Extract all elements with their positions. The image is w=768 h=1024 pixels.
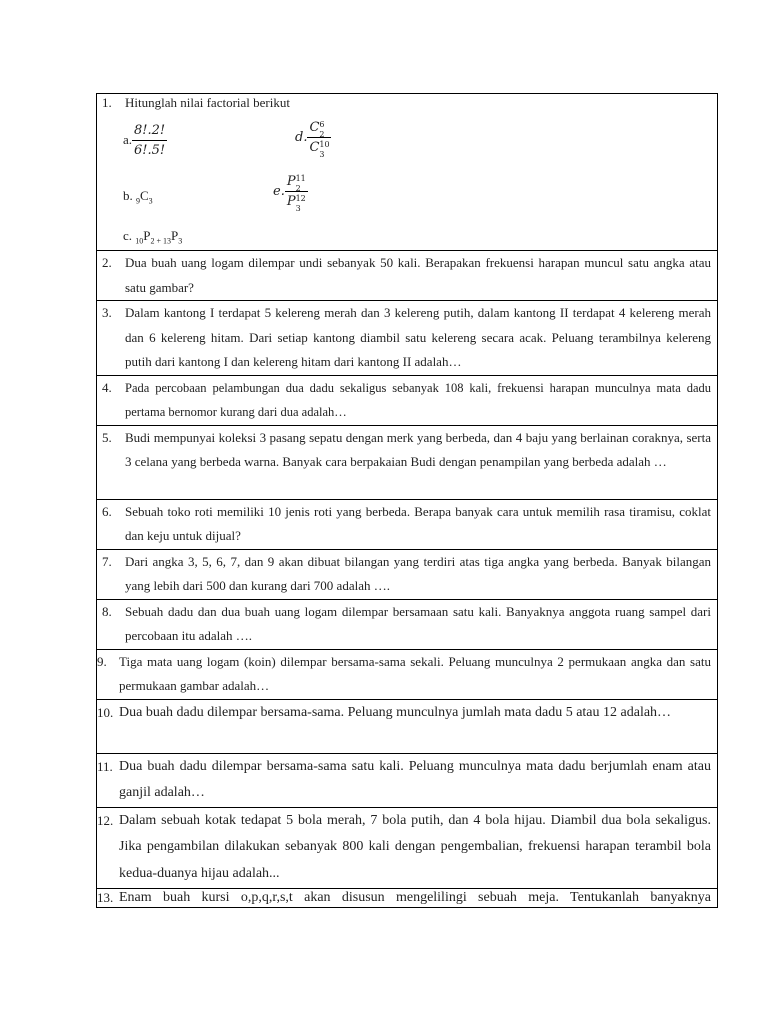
table-row	[97, 649, 718, 699]
subscript: 3	[319, 150, 325, 159]
item-a	[123, 122, 167, 160]
question-text: Sebuah dadu dan dua buah uang logam dilempar bersamaan satu kali. Banyaknya anggota ruang sampel dari percobaan itu adalah ….	[125, 603, 711, 643]
question-number: 9.	[97, 653, 107, 669]
question-number: 11.	[97, 758, 113, 774]
subscript: 3	[148, 196, 153, 206]
fraction	[307, 119, 331, 157]
table-row	[97, 807, 718, 888]
question-text: Dua buah dadu dilempar bersama-sama. Peluang munculnya jumlah mata dadu 5 atau 12 adalah…	[119, 704, 672, 720]
table-row	[97, 425, 718, 499]
question-text: Tiga mata uang logam (koin) dilempar bersama-sama sekali. Peluang munculnya 2 permukaan angka dan satu permukaan gambar adalah…	[119, 653, 711, 693]
symbol: P	[171, 228, 179, 243]
question-number: 12.	[97, 812, 114, 828]
question-text: Enam buah kursi o,p,q,r,s,t akan disusun mengelilingi sebuah meja. Tentukanlah banyaknya	[119, 889, 711, 905]
question-number: 8.	[102, 603, 112, 619]
table-row	[97, 599, 718, 649]
question-number: 13.	[97, 889, 114, 905]
denominator	[285, 192, 308, 211]
superscript: 11	[295, 174, 306, 183]
subscript: 13	[163, 236, 172, 246]
question-text: Dari angka 3, 5, 6, 7, dan 9 akan dibuat bilangan yang terdiri atas tiga angka yang berbeda. Banyak bilangan yang lebih dari 500 dan kurang dari 700 adalah ….	[125, 553, 711, 593]
question-text: Pada percobaan pelambungan dua dadu sekaligus sebanyak 108 kali, frekuensi harapan munculnya mata dadu pertama bernomor kurang dari dua adalah…	[125, 380, 711, 419]
symbol: P	[143, 228, 151, 243]
symbol: C	[309, 140, 320, 155]
item-label: b.	[123, 188, 133, 203]
subscript: 2	[295, 184, 301, 193]
question-text: Dalam sebuah kotak tedapat 5 bola merah, 7 bola putih, dan 4 bola hijau. Diambil dua bola sekaligus. Jika pengambilan dilakukan sebanyak 800 kali dengan pengembalian, frekuensi harapan terambil bola kedua-duanya hijau adalah...	[119, 812, 711, 881]
item-label: d.	[295, 129, 308, 145]
symbol: C	[309, 120, 320, 135]
table-row	[97, 251, 718, 301]
question-number: 4.	[102, 379, 112, 395]
table-row	[97, 549, 718, 599]
superscript: 6	[319, 120, 325, 129]
question-text: Dua buah dadu dilempar bersama-sama satu kali. Peluang munculnya mata dadu berjumlah enam atau ganjil adalah…	[119, 758, 711, 800]
fraction	[285, 173, 308, 211]
question-number: 3.	[102, 305, 112, 320]
table-row	[97, 753, 718, 807]
question-number: 2.	[102, 255, 112, 270]
numerator: 8!.2!	[132, 122, 167, 141]
question-number: 5.	[102, 429, 112, 445]
table-row	[97, 499, 718, 549]
subscript: 10	[135, 236, 144, 246]
superscript: 10	[319, 140, 330, 149]
operator: +	[154, 236, 164, 246]
question-text: Sebuah toko roti memiliki 10 jenis roti yang berbeda. Berapa banyak cara untuk memilih rasa tiramisu, coklat dan keju untuk dijual?	[125, 503, 711, 543]
subscript: 9	[136, 196, 140, 206]
question-number: 10.	[97, 704, 114, 720]
item-label: e.	[273, 183, 285, 199]
subscript: 3	[178, 236, 183, 246]
denominator	[307, 138, 331, 157]
symbol: C	[140, 188, 149, 203]
question-text: Dalam kantong I terdapat 5 kelereng merah dan 3 kelereng putih, dalam kantong II terdapat 4 kelereng merah dan 6 kelereng hitam. Dari setiap kantong diambil satu kelereng secara acak. Peluang terambilnya kelereng putih dari kantong I dan kelereng hitam dari kantong II adalah…	[125, 305, 711, 369]
fraction	[132, 122, 167, 160]
symbol: P	[286, 174, 296, 189]
item-d	[295, 119, 331, 157]
item-c	[123, 228, 182, 246]
superscript: 12	[295, 194, 306, 203]
question-number: 1.	[102, 95, 112, 110]
subscript: 2	[150, 236, 155, 246]
item-label: c.	[123, 228, 133, 243]
table-row	[97, 94, 718, 251]
subscript: 3	[295, 204, 301, 213]
questions-table	[96, 93, 718, 908]
denominator: 6!.5!	[134, 143, 166, 158]
question-text: Hitunglah nilai factorial berikut	[125, 95, 290, 110]
subscript: 2	[319, 130, 325, 139]
question-text: Dua buah uang logam dilempar undi sebanyak 50 kali. Berapakan frekuensi harapan muncul satu angka atau satu gambar?	[125, 255, 711, 295]
item-b	[123, 188, 153, 206]
question-text: Budi mempunyai koleksi 3 pasang sepatu dengan merk yang berbeda, dan 4 baju yang berlainan coraknya, serta 3 celana yang berbeda warna. Banyak cara berpakaian Budi dengan penampilan yang berbeda adalah …	[125, 429, 711, 469]
table-row	[97, 301, 718, 376]
question-number: 6.	[102, 503, 112, 519]
table-row	[97, 375, 718, 425]
table-row	[97, 888, 718, 907]
item-label: a.	[123, 131, 133, 147]
question-number: 7.	[102, 553, 112, 569]
symbol: P	[286, 194, 296, 209]
item-e	[273, 173, 308, 211]
table-row	[97, 699, 718, 753]
